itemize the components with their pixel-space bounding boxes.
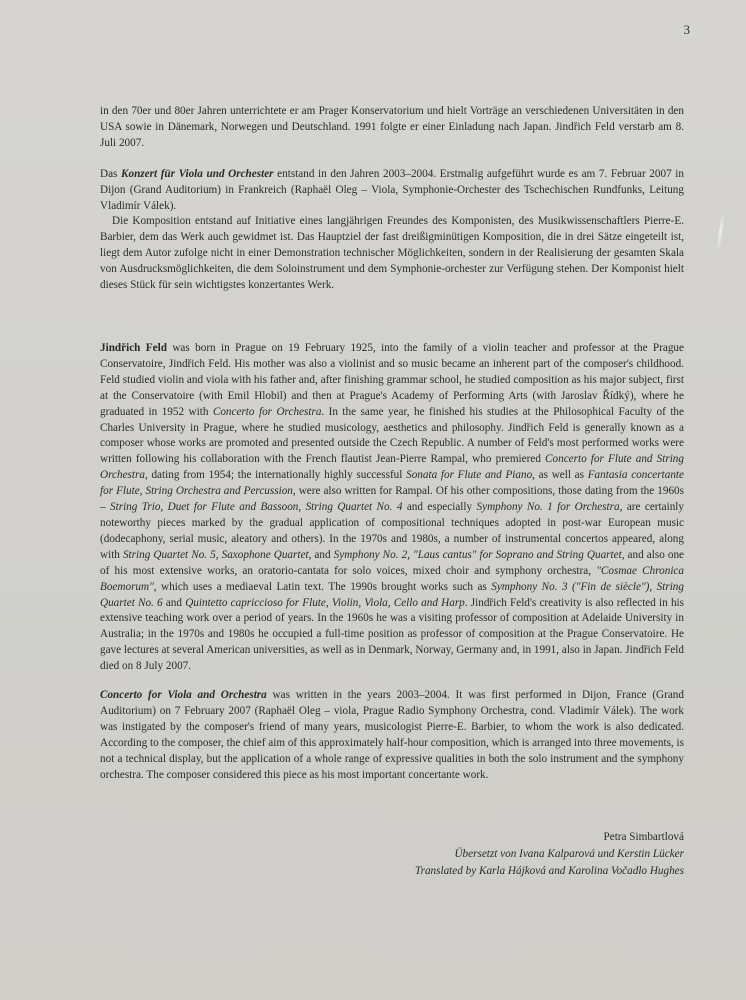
en-text: , as well as bbox=[532, 469, 588, 482]
en-text: , dating from 1954; the internationally highly successful bbox=[144, 469, 407, 482]
german-text-block bbox=[100, 104, 684, 294]
german-paragraph-3: Die Komposition entstand auf Initiative eines langjährigen Freundes des Komponisten, des Musikwissenschaftlers Pierre-E. Barbier, dem das Werk auch gewidmet ist. Das Hauptziel der fast dreißigminütigen Komposition, die in drei Sätze eingeteilt ist, liegt dem Autor zufolge nicht in einer Demonstration technischer Möglichkeiten, sondern in der Realisierung der gesamten Skala von Ausdrucksmöglichkeiten, die dem Soloinstrument und dem Symphonie-orchester zur Verfügung stehen. Der Komponist hielt dieses Stück für sein wichtigstes konzertantes Werk. bbox=[100, 215, 684, 292]
english-work-title: Concerto for Viola and Orchestra bbox=[100, 689, 267, 702]
german-work-title: Konzert für Viola und Orchester bbox=[121, 167, 274, 180]
en-text: , which uses a mediaeval Latin text. The 1990s brought works such as bbox=[153, 580, 492, 593]
page-number: 3 bbox=[683, 22, 690, 37]
translation-credit-de: Übersetzt von Ivana Kalparová und Kerstin Lücker bbox=[454, 848, 684, 860]
work-title: Fantasia concertante for Flute, String Orchestra and Percussion bbox=[100, 469, 684, 498]
en-text: . In the same year, he finished his studies at the Philosophical Faculty of the Charles University in Prague, where he studied musicology, aesthetics and philosophy. Jindřich Feld is generally known as a composer whose works are promoted and presented outside the Czech Republic. A number of Feld's most performed works were written following his collaboration with the French flautist Jean-Pierre Rampal, who premiered bbox=[100, 405, 684, 466]
english-p2-rest: was written in the years 2003–2004. It was first performed in Dijon, France (Grand Auditorium) on 7 February 2007 (Raphaël Oleg – viola, Prague Radio Symphony Orchestra, cond. Vladimír Válek). The work was instigated by the composer's friend of many years, musicologist Pierre-E. Barbier, to whom the work is also dedicated. According to the composer, the chief aim of this approximately half-hour composition, which is arranged into three movements, is not a technical display, but the application of a whole range of expressive qualities in both the solo instrument and the symphony orchestra. The composer considered this piece as his most important concertante work. bbox=[100, 689, 684, 781]
work-title: Symphony No. 3 ("Fin de siècle"), String Quartet No. 6 bbox=[100, 580, 684, 609]
en-text: . Jindřich Feld's creativity is also reflected in his extensive teaching work over a period of years. In the 1960s he was a visiting professor of composition at Adelaide University in Australia; in the 1970s and 1980s he occupied a full-time position as professor of composition at the Prague Conservatoire. He gave lectures at several American universities, as well as in Denmark, Norway, Germany and, in 1991, also in Japan. Jindřich Feld died on 8 July 2007. bbox=[100, 596, 685, 673]
work-title: "Cosmae Chronica Boemorum" bbox=[100, 564, 684, 593]
en-text: , and bbox=[308, 548, 334, 561]
en-text: and bbox=[162, 596, 186, 609]
german-p2-rest: entstand in den Jahren 2003–2004. Erstmalig aufgeführt wurde es am 7. Februar 2007 in Dijon (Grand Auditorium) in Frankreich (Raphaël Oleg – Viola, Symphonie-Orchester des Tschechischen Rundfunks, Leitung Vladimír Válek). bbox=[100, 167, 684, 212]
english-text-block bbox=[100, 341, 684, 783]
english-paragraph-1 bbox=[100, 341, 684, 675]
en-text: was born in Prague on 19 February 1925, into the family of a violin teacher and professor at the Prague Conservatoire, Jindřich Feld. His mother was also a violinist and so music became an inherent part of the composer's childhood. Feld studied violin and viola with his father and, after finishing grammar school, he studied composition as his major subject, first at the Conservatoire (with Emil Hlobil) and then at Prague's Academy of Performing Arts (with Jaroslav Řídký), where he graduated in 1952 with bbox=[100, 342, 684, 418]
work-title: Symphony No. 1 for Orchestra bbox=[476, 501, 620, 514]
work-title: Quintetto capriccioso for Flute, Violin, Viola, Cello and Harp bbox=[185, 596, 465, 609]
composer-name: Jindřich Feld bbox=[100, 342, 167, 354]
credits bbox=[415, 829, 684, 880]
german-p2-lead: Das bbox=[100, 167, 122, 180]
author-name: Petra Simbartlová bbox=[603, 831, 684, 843]
en-text: and especially bbox=[402, 501, 477, 514]
english-paragraph-2 bbox=[100, 688, 684, 783]
en-text: , were also written for Rampal. Of his other compositions, those dating from the 1960s – bbox=[100, 485, 684, 514]
work-title: String Trio, Duet for Flute and Bassoon, String Quartet No. 4 bbox=[110, 501, 403, 514]
page-glare bbox=[716, 212, 725, 252]
work-title: String Quartet No. 5, Saxophone Quartet bbox=[122, 548, 309, 561]
work-title: Symphony No. 2, "Laus cantus" for Soprano and String Quartet bbox=[333, 548, 622, 561]
en-text: , and also one of his most extensive works, an oratorio-cantata for solo voices, mixed choir and symphony orchestra, bbox=[100, 548, 685, 577]
translation-credit-en: Translated by Karla Hájková and Karolina Vočadlo Hughes bbox=[414, 865, 684, 877]
german-paragraph-2 bbox=[100, 167, 684, 215]
work-title: Concerto for Flute and String Orchestra bbox=[100, 453, 684, 482]
work-title: Sonata for Flute and Piano bbox=[406, 469, 533, 482]
work-title: Concerto for Orchestra bbox=[212, 405, 322, 418]
german-paragraph-1: in den 70er und 80er Jahren unterrichtete er am Prager Konservatorium und hielt Vorträge an verschiedenen Universitäten in den USA sowie in Dänemark, Norwegen und Deutschland. 1991 folgte er einer Einladung nach Japan. Jindřich Feld verstarb am 8. Juli 2007. bbox=[100, 105, 684, 149]
en-text: , are certainly noteworthy pieces marked by the gradual application of compositional techniques adopted in post-war European music (dodecaphony, serial music, aleatory and others). In the 1970s and 1980s, a number of instrumental concertos appeared, along with bbox=[100, 501, 685, 561]
